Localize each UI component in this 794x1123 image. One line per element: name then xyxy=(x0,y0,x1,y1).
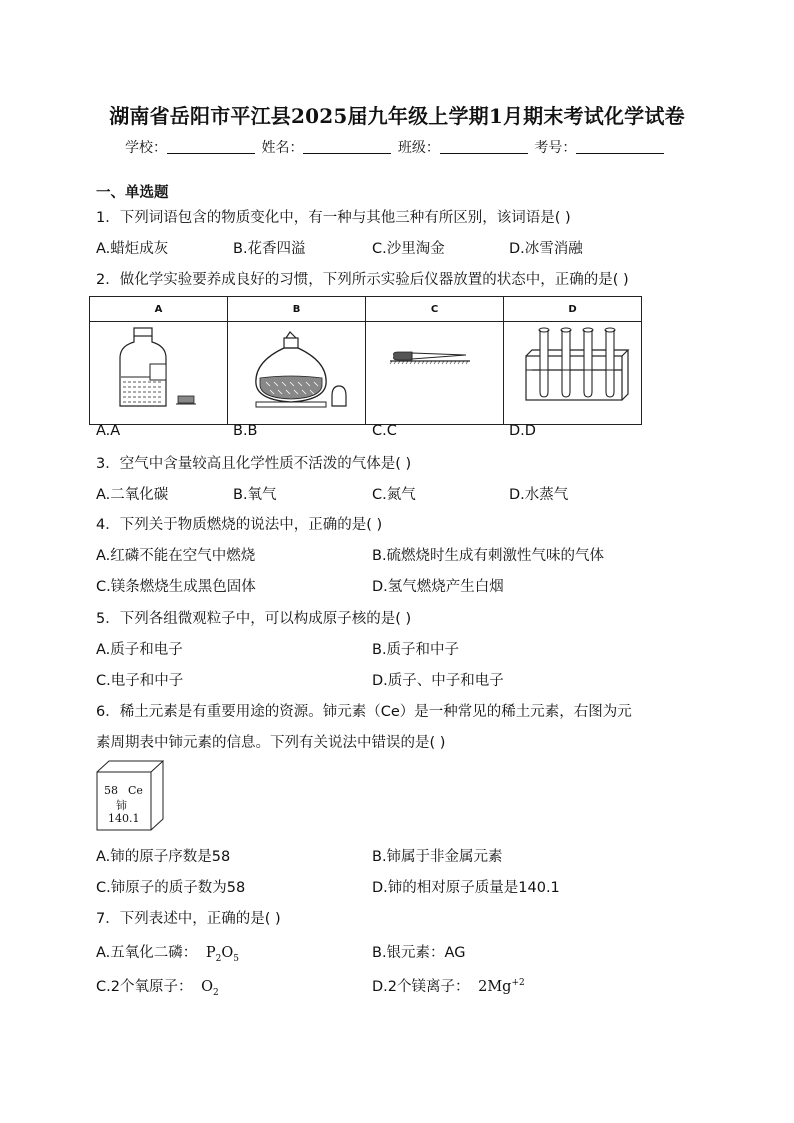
q1-option-a: A.蜡炬成灰 xyxy=(96,241,169,257)
exam-number-label: 考号： xyxy=(534,140,577,156)
name-blank xyxy=(303,139,391,154)
q1-option-b: B.花香四溢 xyxy=(233,241,306,257)
q7-option-a-text: A.五氧化二磷： xyxy=(96,945,198,961)
cerium-element-card xyxy=(96,760,166,832)
q1-option-c: C.沙里淘金 xyxy=(372,241,445,257)
question-6-stem-line2: 素周期表中铈元素的信息。下列有关说法中错误的是( ) xyxy=(96,735,446,751)
q2-option-a: A.A xyxy=(96,423,121,439)
class-label: 班级： xyxy=(397,140,440,156)
dropper-figure xyxy=(366,322,504,425)
q4-option-d: D.氢气燃烧产生白烟 xyxy=(372,579,504,595)
q5-option-d: D.质子、中子和电子 xyxy=(372,673,504,689)
element-name: 铈 xyxy=(116,799,127,812)
student-info-row xyxy=(125,137,666,157)
exam-title: 湖南省岳阳市平江县2025届九年级上学期1月期末考试化学试卷 xyxy=(109,104,685,128)
q2-option-b: B.B xyxy=(233,423,258,439)
element-mass: 140.1 xyxy=(108,812,140,825)
q5-option-b: B.质子和中子 xyxy=(372,642,460,658)
q3-option-c: C.氮气 xyxy=(372,487,416,503)
school-blank xyxy=(167,139,255,154)
q3-option-d: D.水蒸气 xyxy=(509,487,569,503)
question-6-stem-line1: 6．稀土元素是有重要用途的资源。铈元素（Ce）是一种常见的稀土元素，右图为元 xyxy=(96,704,632,720)
class-blank xyxy=(440,139,528,154)
q2-header-a: A xyxy=(90,297,228,322)
q7-option-d-text: D.2个镁离子： xyxy=(372,979,470,995)
q6-option-d: D.铈的相对原子质量是140.1 xyxy=(372,880,560,896)
q7-option-d xyxy=(372,975,525,996)
formula-mg-charge: +2 xyxy=(511,978,525,989)
o2-formula xyxy=(201,979,219,998)
q5-option-c: C.电子和中子 xyxy=(96,673,184,689)
formula-o: O xyxy=(221,945,234,961)
exam-number-blank xyxy=(576,139,664,154)
q7-option-b: B.银元素：AG xyxy=(372,945,466,961)
q2-figure-table xyxy=(89,296,642,425)
school-label: 学校： xyxy=(125,140,167,156)
q2-header-b: B xyxy=(228,297,366,322)
formula-p: P xyxy=(205,945,216,961)
element-number: 58 xyxy=(104,784,118,797)
name-label: 姓名： xyxy=(261,140,304,156)
q2-option-c: C.C xyxy=(372,423,397,439)
section-heading: 一、单选题 xyxy=(96,185,169,201)
q4-option-a: A.红磷不能在空气中燃烧 xyxy=(96,548,256,564)
q5-option-a: A.质子和电子 xyxy=(96,642,183,658)
q3-option-a: A.二氧化碳 xyxy=(96,487,169,503)
q2-header-d: D xyxy=(504,297,642,322)
element-symbol: Ce xyxy=(128,784,143,797)
q2-option-d: D.D xyxy=(509,423,536,439)
question-3-stem: 3．空气中含量较高且化学性质不活泼的气体是( ) xyxy=(96,456,412,472)
q4-option-c: C.镁条燃烧生成黑色固体 xyxy=(96,579,256,595)
question-5-stem: 5．下列各组微观粒子中，可以构成原子核的是( ) xyxy=(96,611,412,627)
q7-option-c-text: C.2个氧原子： xyxy=(96,979,193,995)
question-7-stem: 7．下列表述中，正确的是( ) xyxy=(96,911,281,927)
formula-o-sub: 5 xyxy=(233,953,240,964)
p2o5-formula xyxy=(205,945,240,964)
q7-option-c xyxy=(96,975,219,998)
q6-option-b: B.铈属于非金属元素 xyxy=(372,849,503,865)
question-2-stem: 2．做化学实验要养成良好的习惯，下列所示实验后仪器放置的状态中，正确的是( ) xyxy=(96,272,629,288)
formula-mg: 2Mg xyxy=(478,979,512,995)
question-4-stem: 4．下列关于物质燃烧的说法中，正确的是( ) xyxy=(96,517,383,533)
q6-option-c: C.铈原子的质子数为58 xyxy=(96,880,246,896)
reagent-bottle-figure xyxy=(90,322,228,425)
q3-option-b: B.氧气 xyxy=(233,487,277,503)
formula-p-sub: 2 xyxy=(215,953,222,964)
alcohol-lamp-figure xyxy=(228,322,366,425)
formula-o2-base: O xyxy=(201,979,213,995)
test-tube-rack-figure xyxy=(504,322,642,425)
question-1-stem: 1．下列词语包含的物质变化中，有一种与其他三种有所区别，该词语是( ) xyxy=(96,210,571,226)
q7-option-a xyxy=(96,941,239,964)
q1-option-d: D.冰雪消融 xyxy=(509,241,583,257)
q6-option-a: A.铈的原子序数是58 xyxy=(96,849,231,865)
q4-option-b: B.硫燃烧时生成有刺激性气味的气体 xyxy=(372,548,605,564)
q2-header-c: C xyxy=(366,297,504,322)
mg-ion-formula xyxy=(478,979,525,995)
formula-o2-sub: 2 xyxy=(212,987,219,998)
